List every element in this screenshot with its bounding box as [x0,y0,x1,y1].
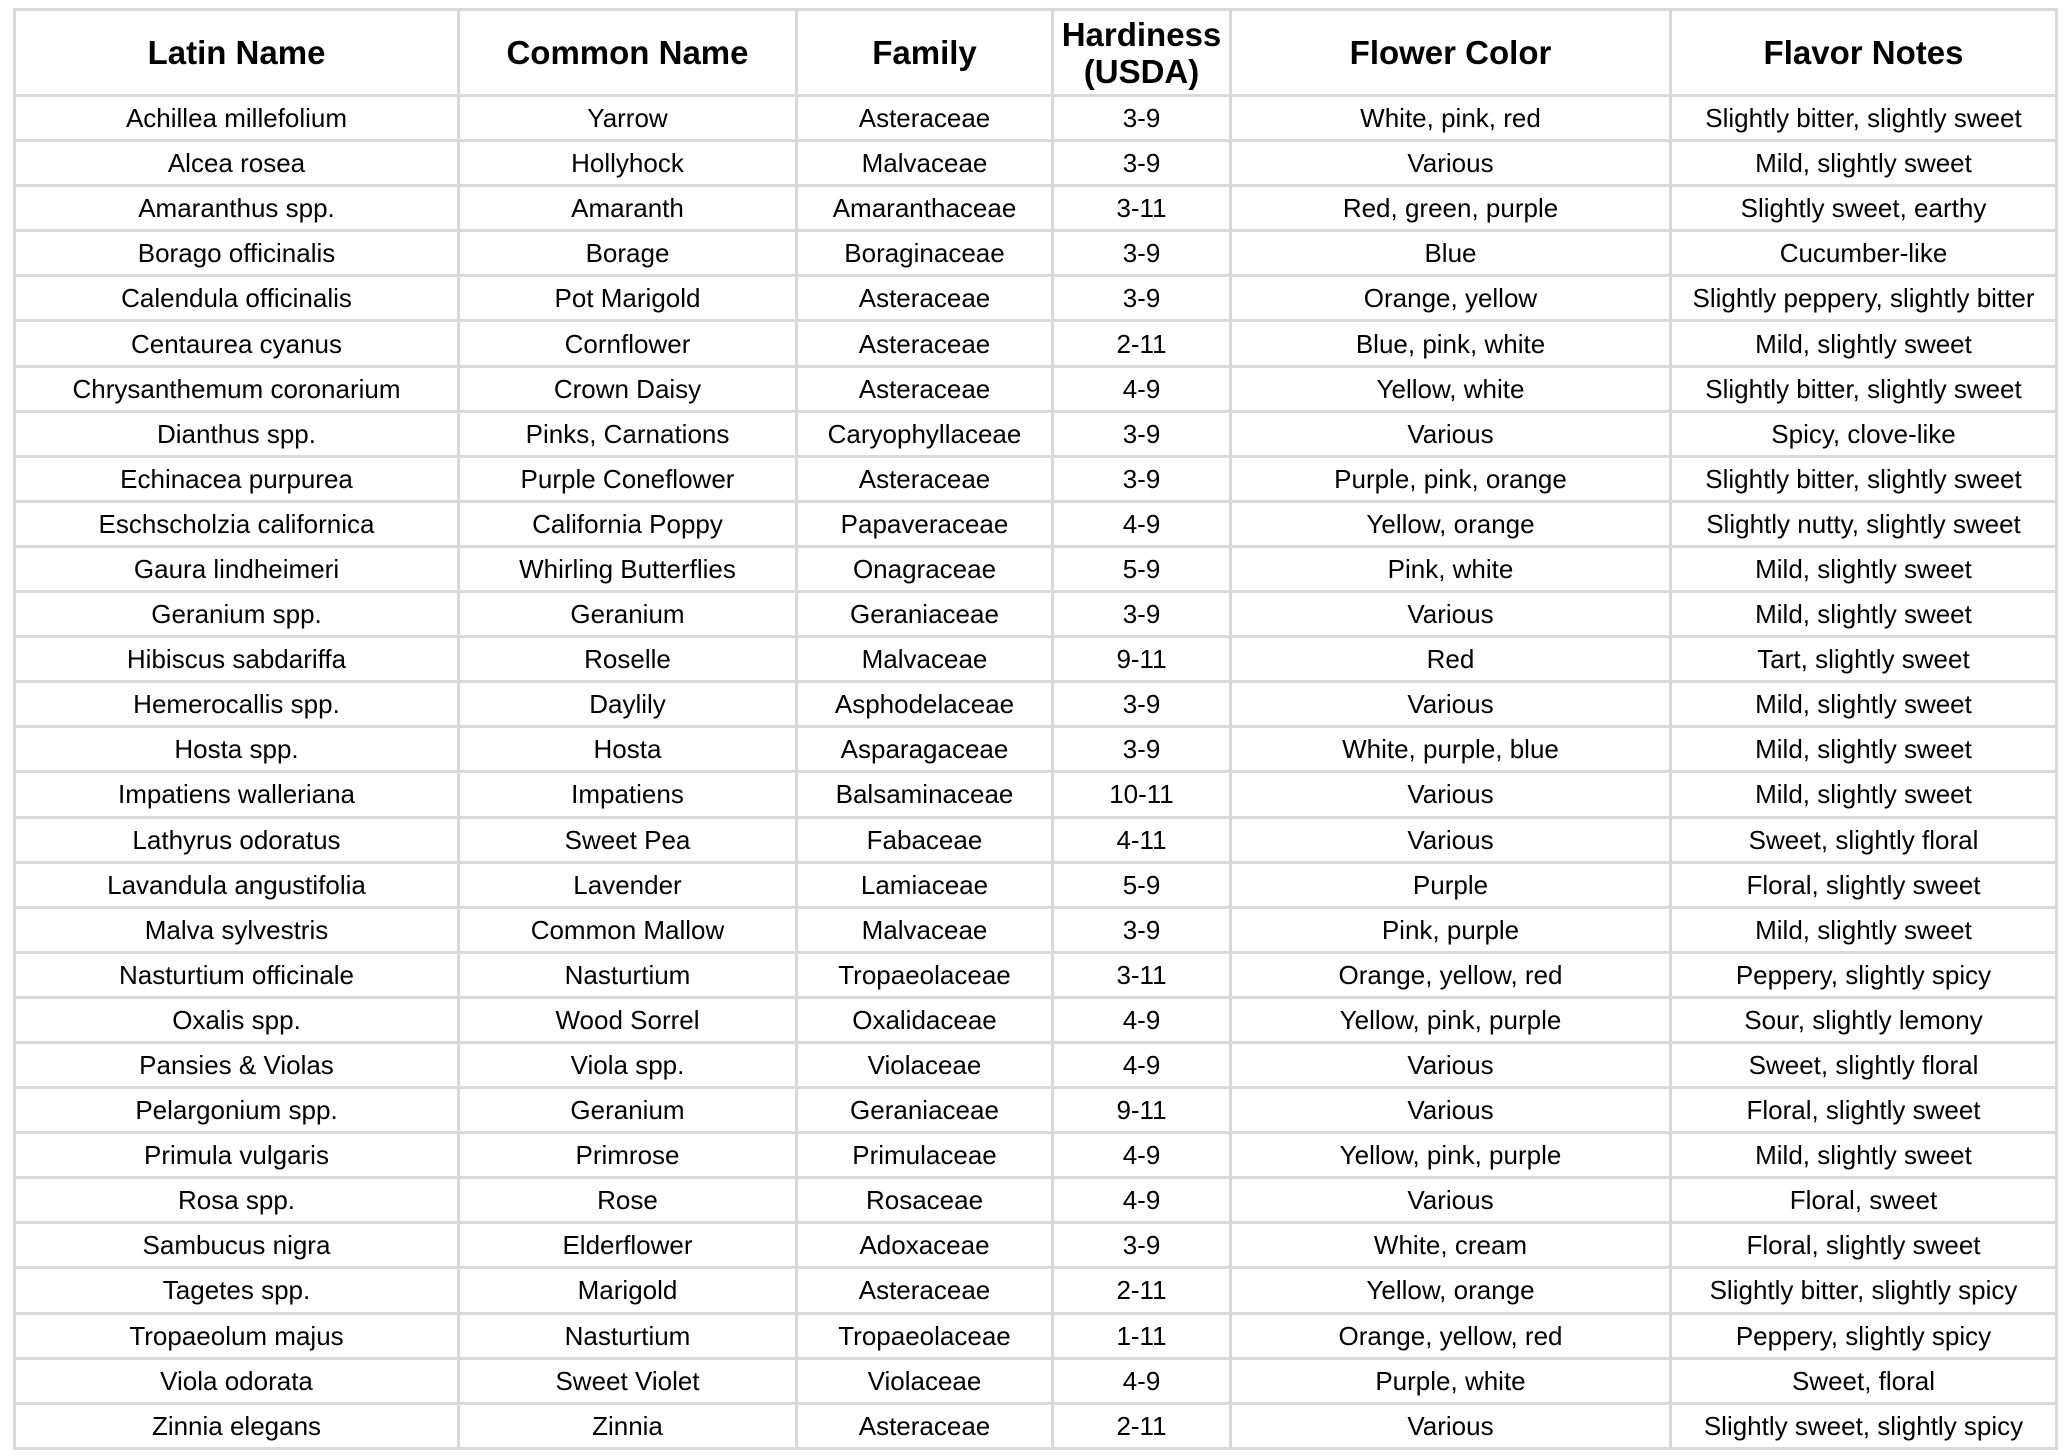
cell-flower-color: Red [1231,637,1671,682]
cell-latin-name: Gaura lindheimeri [15,546,459,591]
cell-flower-color: Yellow, white [1231,366,1671,411]
cell-flower-color: Various [1231,592,1671,637]
cell-common-name: Sweet Pea [459,817,797,862]
cell-flower-color: Various [1231,141,1671,186]
cell-family: Papaveraceae [797,501,1053,546]
cell-flavor-notes: Slightly bitter, slightly sweet [1671,96,2057,141]
cell-common-name: Zinnia [459,1403,797,1448]
cell-family: Asteraceae [797,321,1053,366]
cell-common-name: Pot Marigold [459,276,797,321]
cell-latin-name: Zinnia elegans [15,1403,459,1448]
cell-family: Geraniaceae [797,1088,1053,1133]
cell-flower-color: Purple, pink, orange [1231,456,1671,501]
cell-flower-color: Orange, yellow, red [1231,1313,1671,1358]
cell-common-name: Daylily [459,682,797,727]
cell-latin-name: Lavandula angustifolia [15,862,459,907]
table-row [15,952,2057,997]
cell-flower-color: Yellow, orange [1231,1268,1671,1313]
cell-flavor-notes: Spicy, clove-like [1671,411,2057,456]
cell-family: Violaceae [797,1042,1053,1087]
cell-latin-name: Lathyrus odoratus [15,817,459,862]
cell-flavor-notes: Mild, slightly sweet [1671,907,2057,952]
cell-flavor-notes: Sour, slightly lemony [1671,997,2057,1042]
cell-flower-color: Orange, yellow [1231,276,1671,321]
cell-flower-color: Various [1231,772,1671,817]
cell-common-name: Geranium [459,1088,797,1133]
cell-family: Adoxaceae [797,1223,1053,1268]
cell-common-name: Roselle [459,637,797,682]
cell-latin-name: Viola odorata [15,1358,459,1403]
cell-flavor-notes: Slightly bitter, slightly spicy [1671,1268,2057,1313]
table-row [15,862,2057,907]
cell-family: Asphodelaceae [797,682,1053,727]
column-header-text: Flavor Notes [1763,34,1964,71]
cell-latin-name: Tagetes spp. [15,1268,459,1313]
cell-family: Boraginaceae [797,231,1053,276]
cell-flower-color: Various [1231,1088,1671,1133]
cell-flavor-notes: Mild, slightly sweet [1671,682,2057,727]
cell-family: Amaranthaceae [797,186,1053,231]
cell-flower-color: Yellow, pink, purple [1231,997,1671,1042]
cell-hardiness: 3-9 [1053,276,1231,321]
column-header-flavor-notes [1671,10,2057,96]
cell-hardiness: 2-11 [1053,321,1231,366]
table-row [15,1313,2057,1358]
cell-flavor-notes: Sweet, floral [1671,1358,2057,1403]
cell-common-name: Whirling Butterflies [459,546,797,591]
cell-hardiness: 4-9 [1053,501,1231,546]
table-row [15,141,2057,186]
cell-common-name: Viola spp. [459,1042,797,1087]
cell-hardiness: 9-11 [1053,1088,1231,1133]
cell-hardiness: 3-9 [1053,456,1231,501]
cell-latin-name: Borago officinalis [15,231,459,276]
cell-hardiness: 3-9 [1053,727,1231,772]
cell-hardiness: 4-9 [1053,1178,1231,1223]
table-row [15,1088,2057,1133]
cell-latin-name: Alcea rosea [15,141,459,186]
cell-latin-name: Sambucus nigra [15,1223,459,1268]
cell-common-name: Nasturtium [459,1313,797,1358]
cell-hardiness: 3-9 [1053,592,1231,637]
cell-hardiness: 2-11 [1053,1403,1231,1448]
cell-hardiness: 3-9 [1053,411,1231,456]
cell-flavor-notes: Peppery, slightly spicy [1671,952,2057,997]
cell-flower-color: Various [1231,1403,1671,1448]
cell-latin-name: Chrysanthemum coronarium [15,366,459,411]
table-row [15,231,2057,276]
cell-flavor-notes: Mild, slightly sweet [1671,1133,2057,1178]
cell-hardiness: 3-9 [1053,141,1231,186]
cell-family: Primulaceae [797,1133,1053,1178]
cell-family: Asteraceae [797,456,1053,501]
table-row [15,727,2057,772]
cell-flower-color: Pink, purple [1231,907,1671,952]
cell-latin-name: Rosa spp. [15,1178,459,1223]
cell-family: Malvaceae [797,141,1053,186]
cell-family: Tropaeolaceae [797,1313,1053,1358]
cell-flower-color: White, cream [1231,1223,1671,1268]
cell-hardiness: 5-9 [1053,862,1231,907]
cell-latin-name: Hemerocallis spp. [15,682,459,727]
cell-common-name: Purple Coneflower [459,456,797,501]
cell-flower-color: Blue [1231,231,1671,276]
cell-latin-name: Centaurea cyanus [15,321,459,366]
cell-flower-color: Yellow, orange [1231,501,1671,546]
table-row [15,997,2057,1042]
cell-hardiness: 9-11 [1053,637,1231,682]
table-row [15,366,2057,411]
cell-flavor-notes: Cucumber-like [1671,231,2057,276]
table-row [15,1358,2057,1403]
cell-common-name: Elderflower [459,1223,797,1268]
cell-flavor-notes: Sweet, slightly floral [1671,1042,2057,1087]
cell-flower-color: Purple [1231,862,1671,907]
cell-flavor-notes: Peppery, slightly spicy [1671,1313,2057,1358]
table-row [15,1223,2057,1268]
cell-flower-color: Red, green, purple [1231,186,1671,231]
table-row [15,1403,2057,1448]
cell-flavor-notes: Mild, slightly sweet [1671,321,2057,366]
cell-hardiness: 3-9 [1053,907,1231,952]
cell-hardiness: 4-9 [1053,1358,1231,1403]
cell-latin-name: Oxalis spp. [15,997,459,1042]
cell-flavor-notes: Slightly bitter, slightly sweet [1671,456,2057,501]
table-row [15,186,2057,231]
cell-hardiness: 4-9 [1053,997,1231,1042]
cell-flavor-notes: Mild, slightly sweet [1671,546,2057,591]
cell-latin-name: Pelargonium spp. [15,1088,459,1133]
cell-latin-name: Primula vulgaris [15,1133,459,1178]
cell-flower-color: White, pink, red [1231,96,1671,141]
cell-common-name: Cornflower [459,321,797,366]
cell-flavor-notes: Slightly sweet, earthy [1671,186,2057,231]
cell-family: Caryophyllaceae [797,411,1053,456]
table-row [15,1268,2057,1313]
cell-flower-color: Various [1231,411,1671,456]
cell-latin-name: Geranium spp. [15,592,459,637]
table-row [15,456,2057,501]
cell-family: Tropaeolaceae [797,952,1053,997]
cell-common-name: Common Mallow [459,907,797,952]
cell-flower-color: Orange, yellow, red [1231,952,1671,997]
cell-family: Asteraceae [797,96,1053,141]
cell-family: Geraniaceae [797,592,1053,637]
table-row [15,276,2057,321]
cell-latin-name: Calendula officinalis [15,276,459,321]
cell-flavor-notes: Floral, slightly sweet [1671,1088,2057,1133]
cell-common-name: Crown Daisy [459,366,797,411]
table-row [15,1133,2057,1178]
cell-common-name: Impatiens [459,772,797,817]
cell-family: Oxalidaceae [797,997,1053,1042]
column-header-text: Common Name [506,34,749,71]
cell-common-name: Yarrow [459,96,797,141]
cell-latin-name: Echinacea purpurea [15,456,459,501]
cell-latin-name: Dianthus spp. [15,411,459,456]
cell-common-name: Nasturtium [459,952,797,997]
cell-hardiness: 4-9 [1053,1042,1231,1087]
edible-flowers-sheet [13,8,2055,1456]
cell-flavor-notes: Slightly peppery, slightly bitter [1671,276,2057,321]
cell-family: Asteraceae [797,1403,1053,1448]
cell-common-name: California Poppy [459,501,797,546]
cell-family: Rosaceae [797,1178,1053,1223]
cell-latin-name: Achillea millefolium [15,96,459,141]
column-header-text: Latin Name [147,34,326,71]
cell-hardiness: 3-9 [1053,682,1231,727]
edible-flowers-table [13,8,2058,1450]
cell-hardiness: 4-9 [1053,1133,1231,1178]
cell-flavor-notes: Floral, slightly sweet [1671,862,2057,907]
cell-flower-color: Blue, pink, white [1231,321,1671,366]
table-row [15,682,2057,727]
column-header-common-name [459,10,797,96]
cell-common-name: Hollyhock [459,141,797,186]
cell-flavor-notes: Mild, slightly sweet [1671,772,2057,817]
cell-common-name: Amaranth [459,186,797,231]
cell-latin-name: Pansies & Violas [15,1042,459,1087]
cell-latin-name: Hibiscus sabdariffa [15,637,459,682]
cell-hardiness: 5-9 [1053,546,1231,591]
cell-hardiness: 2-11 [1053,1268,1231,1313]
cell-family: Malvaceae [797,907,1053,952]
cell-flower-color: Various [1231,1042,1671,1087]
cell-family: Asteraceae [797,1268,1053,1313]
column-header-text: Family [872,34,977,71]
column-header-family [797,10,1053,96]
cell-hardiness: 3-9 [1053,231,1231,276]
table-row [15,96,2057,141]
column-header-text: Flower Color [1349,34,1552,71]
table-row [15,1042,2057,1087]
cell-hardiness: 4-9 [1053,366,1231,411]
cell-flavor-notes: Sweet, slightly floral [1671,817,2057,862]
column-header-flower-color [1231,10,1671,96]
table-row [15,907,2057,952]
table-row [15,592,2057,637]
cell-hardiness: 10-11 [1053,772,1231,817]
cell-flavor-notes: Floral, slightly sweet [1671,1223,2057,1268]
cell-flavor-notes: Floral, sweet [1671,1178,2057,1223]
cell-latin-name: Nasturtium officinale [15,952,459,997]
table-row [15,411,2057,456]
table-row [15,817,2057,862]
cell-hardiness: 3-9 [1053,96,1231,141]
cell-flower-color: White, purple, blue [1231,727,1671,772]
cell-latin-name: Impatiens walleriana [15,772,459,817]
cell-flavor-notes: Mild, slightly sweet [1671,727,2057,772]
cell-hardiness: 3-11 [1053,952,1231,997]
cell-common-name: Borage [459,231,797,276]
cell-family: Onagraceae [797,546,1053,591]
cell-family: Malvaceae [797,637,1053,682]
table-body [15,96,2057,1449]
cell-family: Asteraceae [797,366,1053,411]
column-header-latin-name [15,10,459,96]
cell-common-name: Rose [459,1178,797,1223]
cell-hardiness: 3-11 [1053,186,1231,231]
cell-flavor-notes: Mild, slightly sweet [1671,592,2057,637]
column-header-text: (USDA) [1083,52,1200,90]
cell-family: Asparagaceae [797,727,1053,772]
cell-flower-color: Various [1231,817,1671,862]
column-header-hardiness [1053,10,1231,96]
cell-flavor-notes: Slightly sweet, slightly spicy [1671,1403,2057,1448]
cell-common-name: Lavender [459,862,797,907]
cell-common-name: Geranium [459,592,797,637]
cell-common-name: Hosta [459,727,797,772]
cell-common-name: Primrose [459,1133,797,1178]
column-header-text: Hardiness [1061,15,1222,53]
cell-hardiness: 4-11 [1053,817,1231,862]
cell-common-name: Pinks, Carnations [459,411,797,456]
cell-flavor-notes: Slightly bitter, slightly sweet [1671,366,2057,411]
cell-family: Violaceae [797,1358,1053,1403]
cell-flower-color: Various [1231,682,1671,727]
cell-latin-name: Malva sylvestris [15,907,459,952]
cell-latin-name: Tropaeolum majus [15,1313,459,1358]
table-row [15,1178,2057,1223]
table-row [15,772,2057,817]
cell-flower-color: Various [1231,1178,1671,1223]
cell-flower-color: Yellow, pink, purple [1231,1133,1671,1178]
cell-flavor-notes: Mild, slightly sweet [1671,141,2057,186]
cell-hardiness: 3-9 [1053,1223,1231,1268]
cell-common-name: Wood Sorrel [459,997,797,1042]
table-row [15,546,2057,591]
cell-family: Asteraceae [797,276,1053,321]
cell-flower-color: Pink, white [1231,546,1671,591]
header-row [15,10,2057,96]
cell-flavor-notes: Tart, slightly sweet [1671,637,2057,682]
cell-family: Balsaminaceae [797,772,1053,817]
cell-latin-name: Eschscholzia californica [15,501,459,546]
cell-family: Lamiaceae [797,862,1053,907]
cell-latin-name: Amaranthus spp. [15,186,459,231]
cell-hardiness: 1-11 [1053,1313,1231,1358]
cell-flower-color: Purple, white [1231,1358,1671,1403]
cell-common-name: Sweet Violet [459,1358,797,1403]
cell-latin-name: Hosta spp. [15,727,459,772]
cell-flavor-notes: Slightly nutty, slightly sweet [1671,501,2057,546]
cell-family: Fabaceae [797,817,1053,862]
table-row [15,321,2057,366]
table-row [15,637,2057,682]
table-row [15,501,2057,546]
cell-common-name: Marigold [459,1268,797,1313]
